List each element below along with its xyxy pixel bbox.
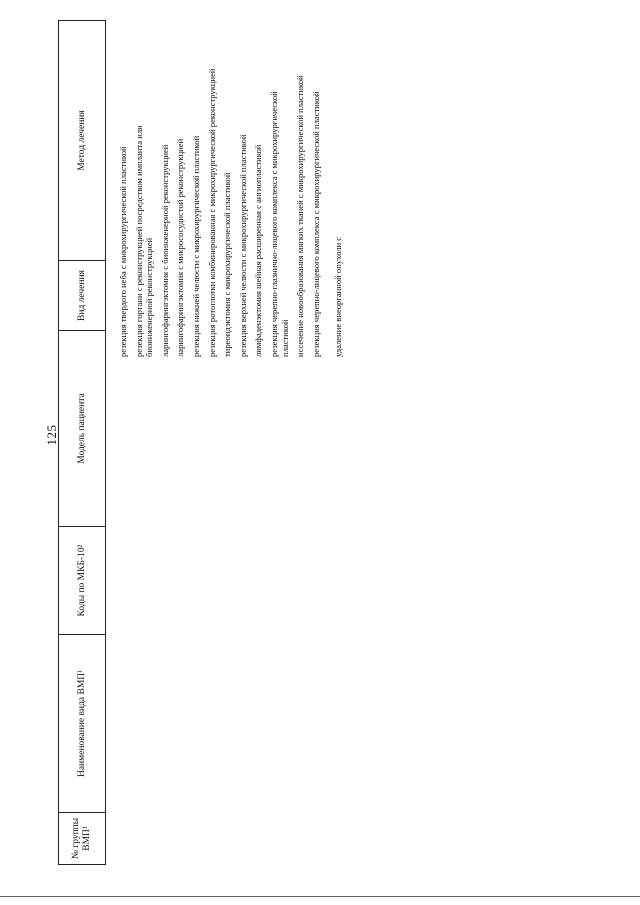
list-item: резекция гортани с реконструкцией посредством импланта или биоинженерной реконструкцией bbox=[133, 125, 155, 357]
header-patient-model: Модель пациента bbox=[59, 331, 105, 527]
list-item: лимфаденэктомия шейная расширенная с ангиопластикой bbox=[253, 144, 264, 357]
list-item: иссечение новообразования мягких тканей с микрохирургической пластикой bbox=[295, 75, 306, 357]
list-item: ларингофарингэктомия с микрососудистой реконструкцией bbox=[175, 138, 186, 357]
header-icd-codes: Коды по МКБ-10² bbox=[59, 527, 105, 635]
header-group-number: № группы ВМП¹ bbox=[59, 813, 105, 865]
treatment-method-column bbox=[118, 67, 349, 357]
list-item: резекция ротоглотки комбинированная с микрохирургической реконструкцией bbox=[206, 68, 217, 357]
header-treatment-type: Вид лечения bbox=[59, 261, 105, 331]
header-treatment-method: Метод лечения bbox=[59, 20, 105, 261]
page-number: 125 bbox=[44, 424, 59, 446]
header-vmp-name: Наименование вида ВМП¹ bbox=[59, 635, 105, 813]
list-item: удаление внеорганной опухоли с bbox=[333, 236, 344, 357]
list-item: тиреоидэктомия с микрохирургической пластикой bbox=[222, 172, 233, 357]
list-item: резекция черепно-глазнично-лицевого комплекса с микрохирургической пластикой bbox=[268, 91, 290, 357]
bottom-rule bbox=[0, 896, 640, 897]
list-item: резекция твердого неба с микрохирургической пластикой bbox=[118, 146, 128, 357]
table-header bbox=[58, 20, 106, 865]
list-item: резекция верхней челюсти с микрохирургической пластикой bbox=[237, 134, 248, 357]
list-item: ларингофарингэктомия с биоинженерной реконструкцией bbox=[159, 144, 170, 357]
list-item: резекция нижней челюсти с микрохирургической пластикой bbox=[190, 135, 201, 357]
list-item: резекция черепно-лицевого комплекса с микрохирургической пластикой bbox=[310, 91, 321, 357]
